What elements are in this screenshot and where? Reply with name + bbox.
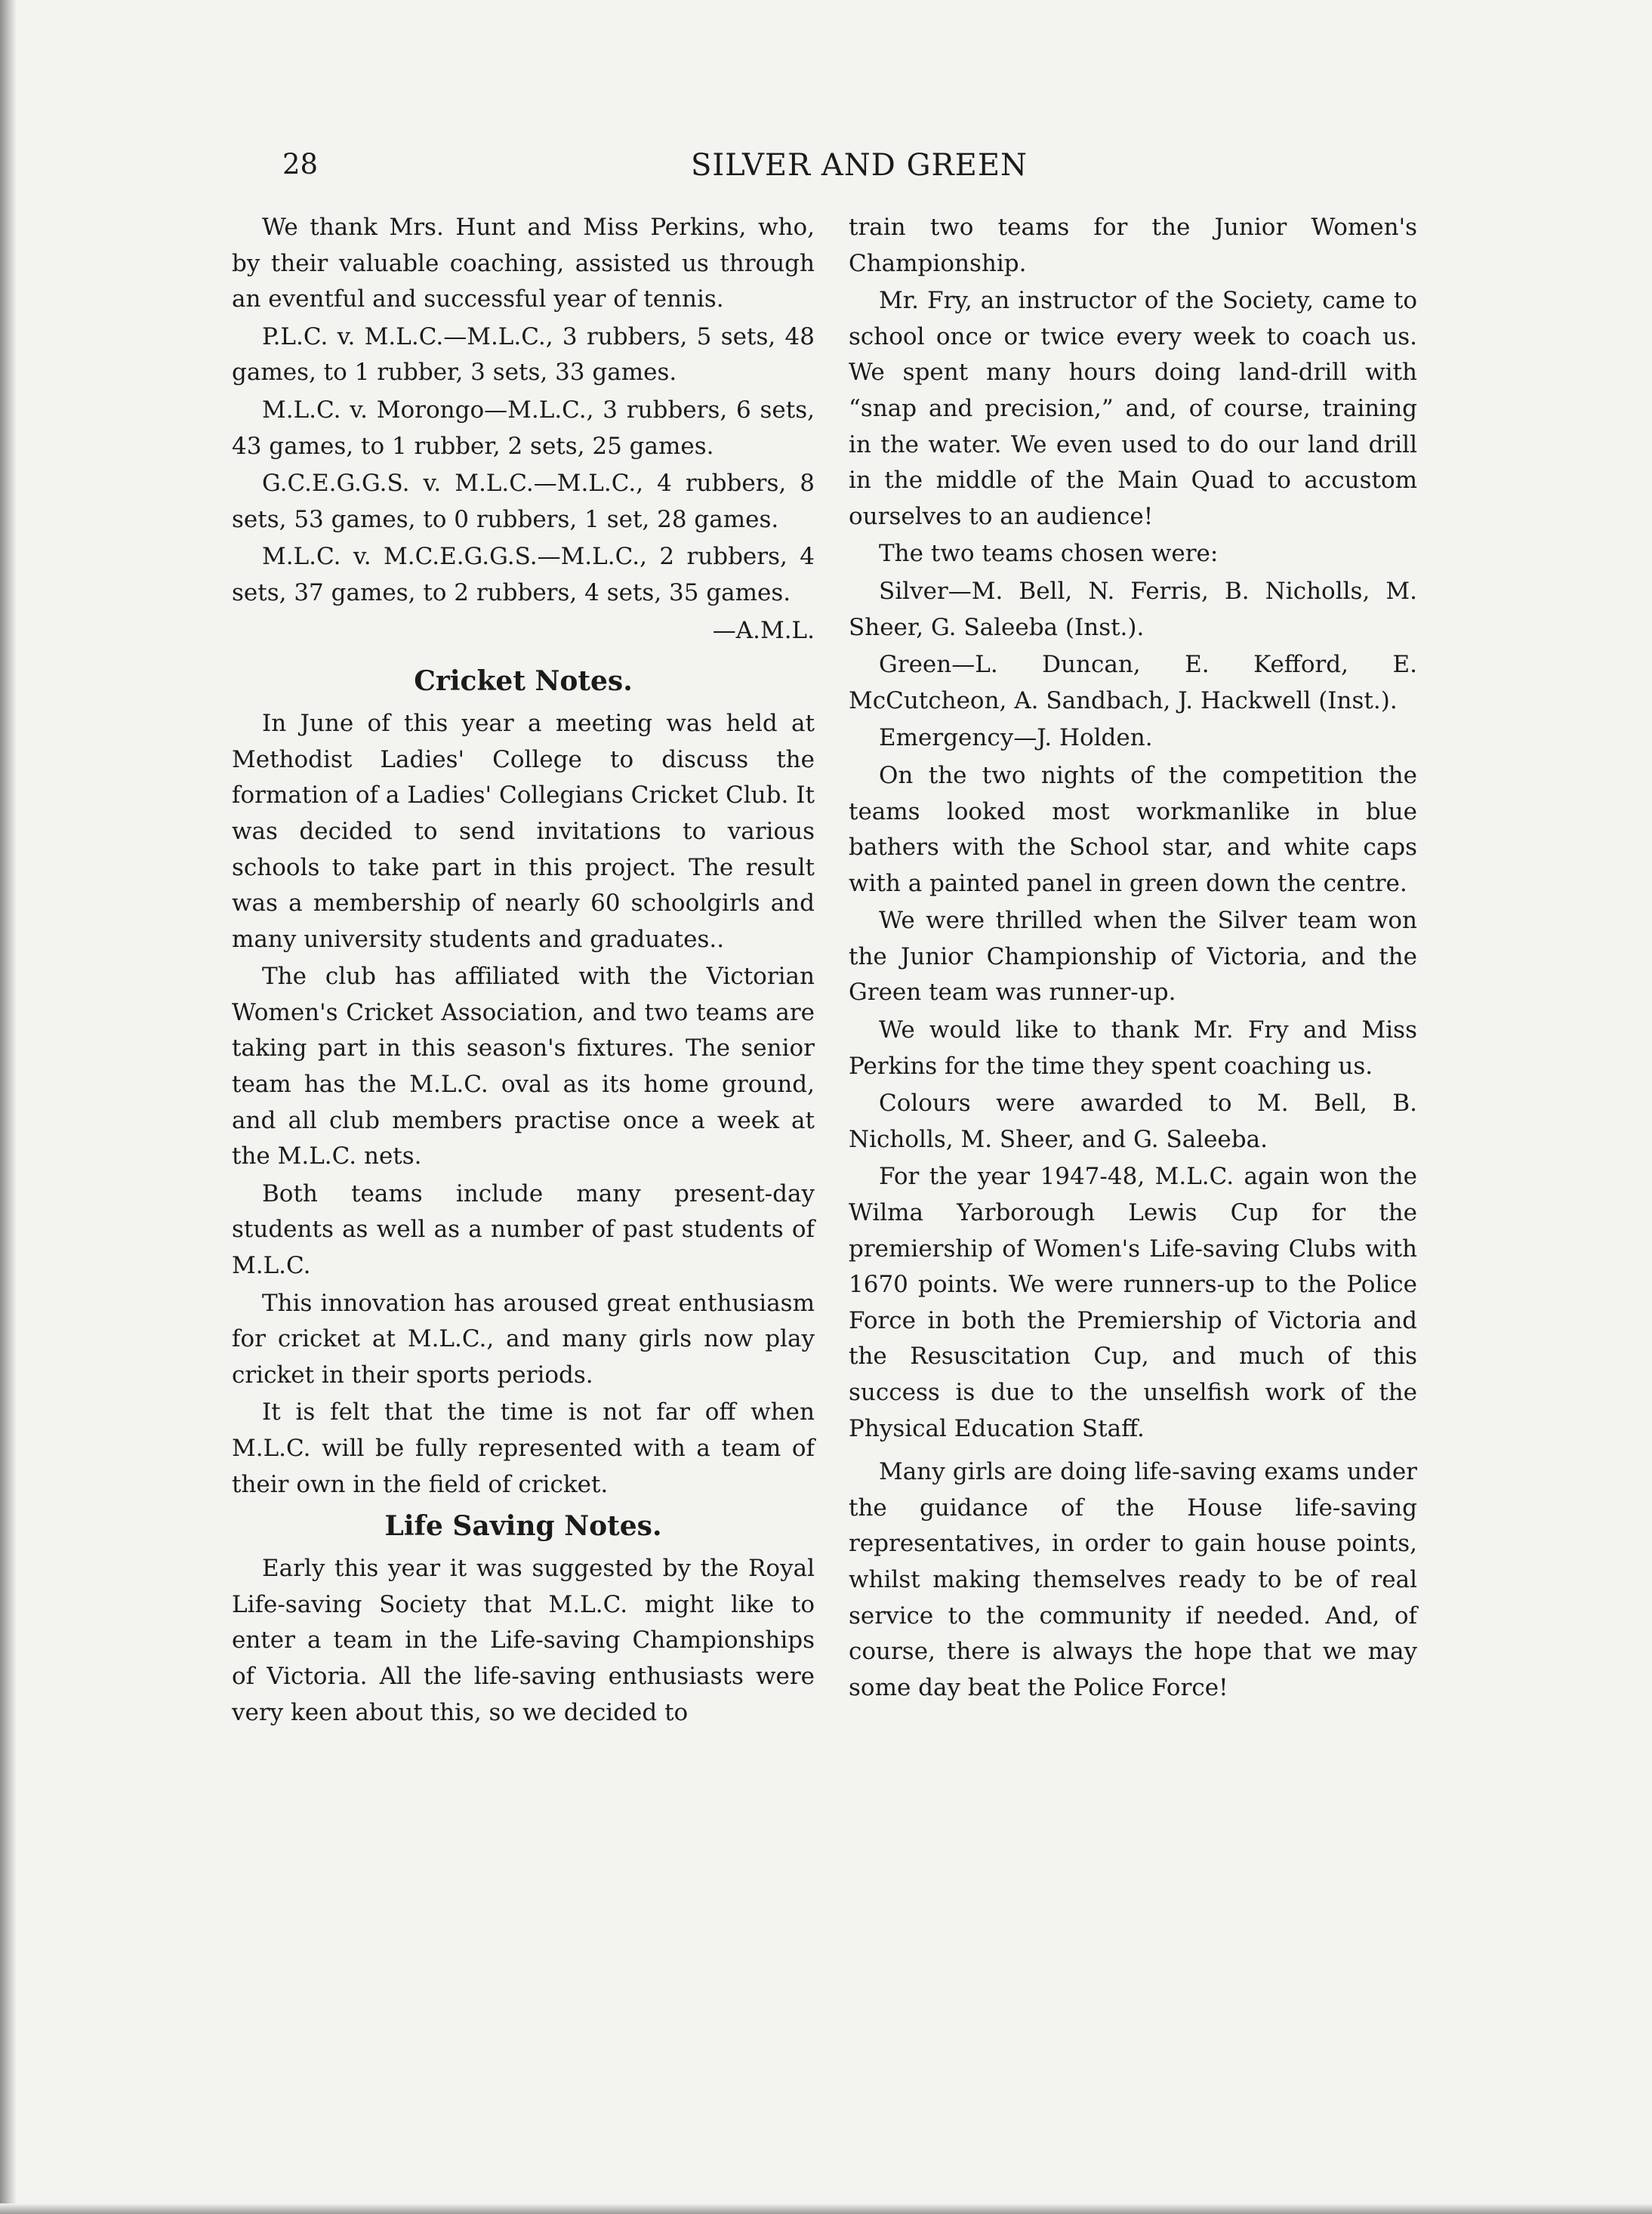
page-title: SILVER AND GREEN	[690, 148, 1028, 183]
tennis-result: P.L.C. v. M.L.C.—M.L.C., 3 rubbers, 5 sets, 48 games, to 1 rubber, 3 sets, 33 games.	[232, 322, 815, 387]
tennis-result: G.C.E.G.G.S. v. M.L.C.—M.L.C., 4 rubbers, 8 sets, 53 games, to 0 rubbers, 1 set, 28 games.	[232, 470, 815, 533]
life-saving-paragraph: The two teams chosen were:	[879, 540, 1219, 568]
cricket-paragraph: In June of this year a meeting was held at Methodist Ladies' College to discuss the formation of a Ladies' Collegians Cricket Club. It was decided to send invitations to various schools to take part in this project. The result was a membership of nearly 60 schoolgirls and many university students and graduates..	[232, 710, 815, 953]
life-saving-paragraph: On the two nights of the competition the teams looked most workmanlike in blue bathers with the School star, and white caps with a painted panel in green down the centre.	[849, 761, 1417, 897]
team-list-emergency: Emergency—J. Holden.	[879, 724, 1153, 752]
life-saving-paragraph: Early this year it was suggested by the Royal Life-saving Society that M.L.C. might like to enter a team in the Life-saving Championships of Victoria. All the life-saving enthusiasts were very keen about this, so we decided to	[232, 1555, 815, 1726]
running-head	[282, 148, 1436, 193]
left-column	[232, 210, 815, 1732]
tennis-result: M.L.C. v. Morongo—M.L.C., 3 rubbers, 6 sets, 43 games, to 1 rubber, 2 sets, 25 games.	[232, 396, 815, 460]
tennis-paragraph: We thank Mrs. Hunt and Miss Perkins, who, by their valuable coaching, assisted us through an eventful and successful year of tennis.	[232, 214, 815, 313]
life-saving-paragraph: Colours were awarded to M. Bell, B. Nicholls, M. Sheer, and G. Saleeba.	[849, 1090, 1417, 1153]
cricket-paragraph: Both teams include many present-day students as well as a number of past students of M.L.C.	[232, 1179, 815, 1280]
life-saving-paragraph: We would like to thank Mr. Fry and Miss Perkins for the time they spent coaching us.	[849, 1016, 1417, 1080]
life-saving-paragraph: Many girls are doing life-saving exams under the guidance of the House life-saving representatives, in order to gain house points, whilst making themselves ready to be of real service to the community if needed. And, of course, there is always the hope that we may some day beat the Police Force!	[849, 1458, 1417, 1701]
cricket-paragraph: The club has affiliated with the Victorian Women's Cricket Association, and two teams are taking part in this season's fixtures. The senior team has the M.L.C. oval as its home ground, and all club members practise once a week at the M.L.C. nets.	[232, 963, 815, 1170]
tennis-result: M.L.C. v. M.C.E.G.G.S.—M.L.C., 2 rubbers, 4 sets, 37 games, to 2 rubbers, 4 sets, 35 games.	[232, 543, 815, 606]
cricket-paragraph: This innovation has aroused great enthusiasm for cricket at M.L.C., and many girls now play cricket in their sports periods.	[232, 1289, 815, 1389]
life-saving-notes-heading: Life Saving Notes.	[384, 1510, 662, 1543]
life-saving-paragraph: Mr. Fry, an instructor of the Society, came to school once or twice every week to coach us. We spent many hours doing land-drill with “snap and precision,” and, of course, training in the water. We even used to do our land drill in the middle of the Main Quad to accustom ourselves to an audience!	[849, 287, 1417, 530]
life-saving-paragraph: We were thrilled when the Silver team won the Junior Championship of Victoria, and the Green team was runner-up.	[849, 907, 1417, 1007]
team-list-green: Green—L. Duncan, E. Kefford, E. McCutcheon, A. Sandbach, J. Hackwell (Inst.).	[849, 651, 1417, 714]
right-column	[849, 210, 1417, 1707]
tennis-signoff: —A.M.L.	[712, 616, 815, 644]
team-list-silver: Silver—M. Bell, N. Ferris, B. Nicholls, M. Sheer, G. Saleeba (Inst.).	[849, 577, 1417, 641]
life-saving-paragraph: For the year 1947-48, M.L.C. again won the Wilma Yarborough Lewis Cup for the premiership of Women's Life-saving Clubs with 1670 points. We were runners-up to the Police Force in both the Premiership of Victoria and the Resuscitation Cup, and much of this success is due to the unselfish work of the Physical Education Staff.	[849, 1163, 1417, 1442]
cricket-paragraph: It is felt that the time is not far off when M.L.C. will be fully represented with a team of their own in the field of cricket.	[232, 1398, 815, 1498]
page-spine-shadow	[0, 0, 17, 2214]
page-number: 28	[282, 148, 319, 180]
page-bottom-edge	[0, 2203, 1652, 2214]
cricket-notes-heading: Cricket Notes.	[414, 665, 633, 698]
life-saving-continuation: train two teams for the Junior Women's Championship.	[849, 214, 1417, 277]
